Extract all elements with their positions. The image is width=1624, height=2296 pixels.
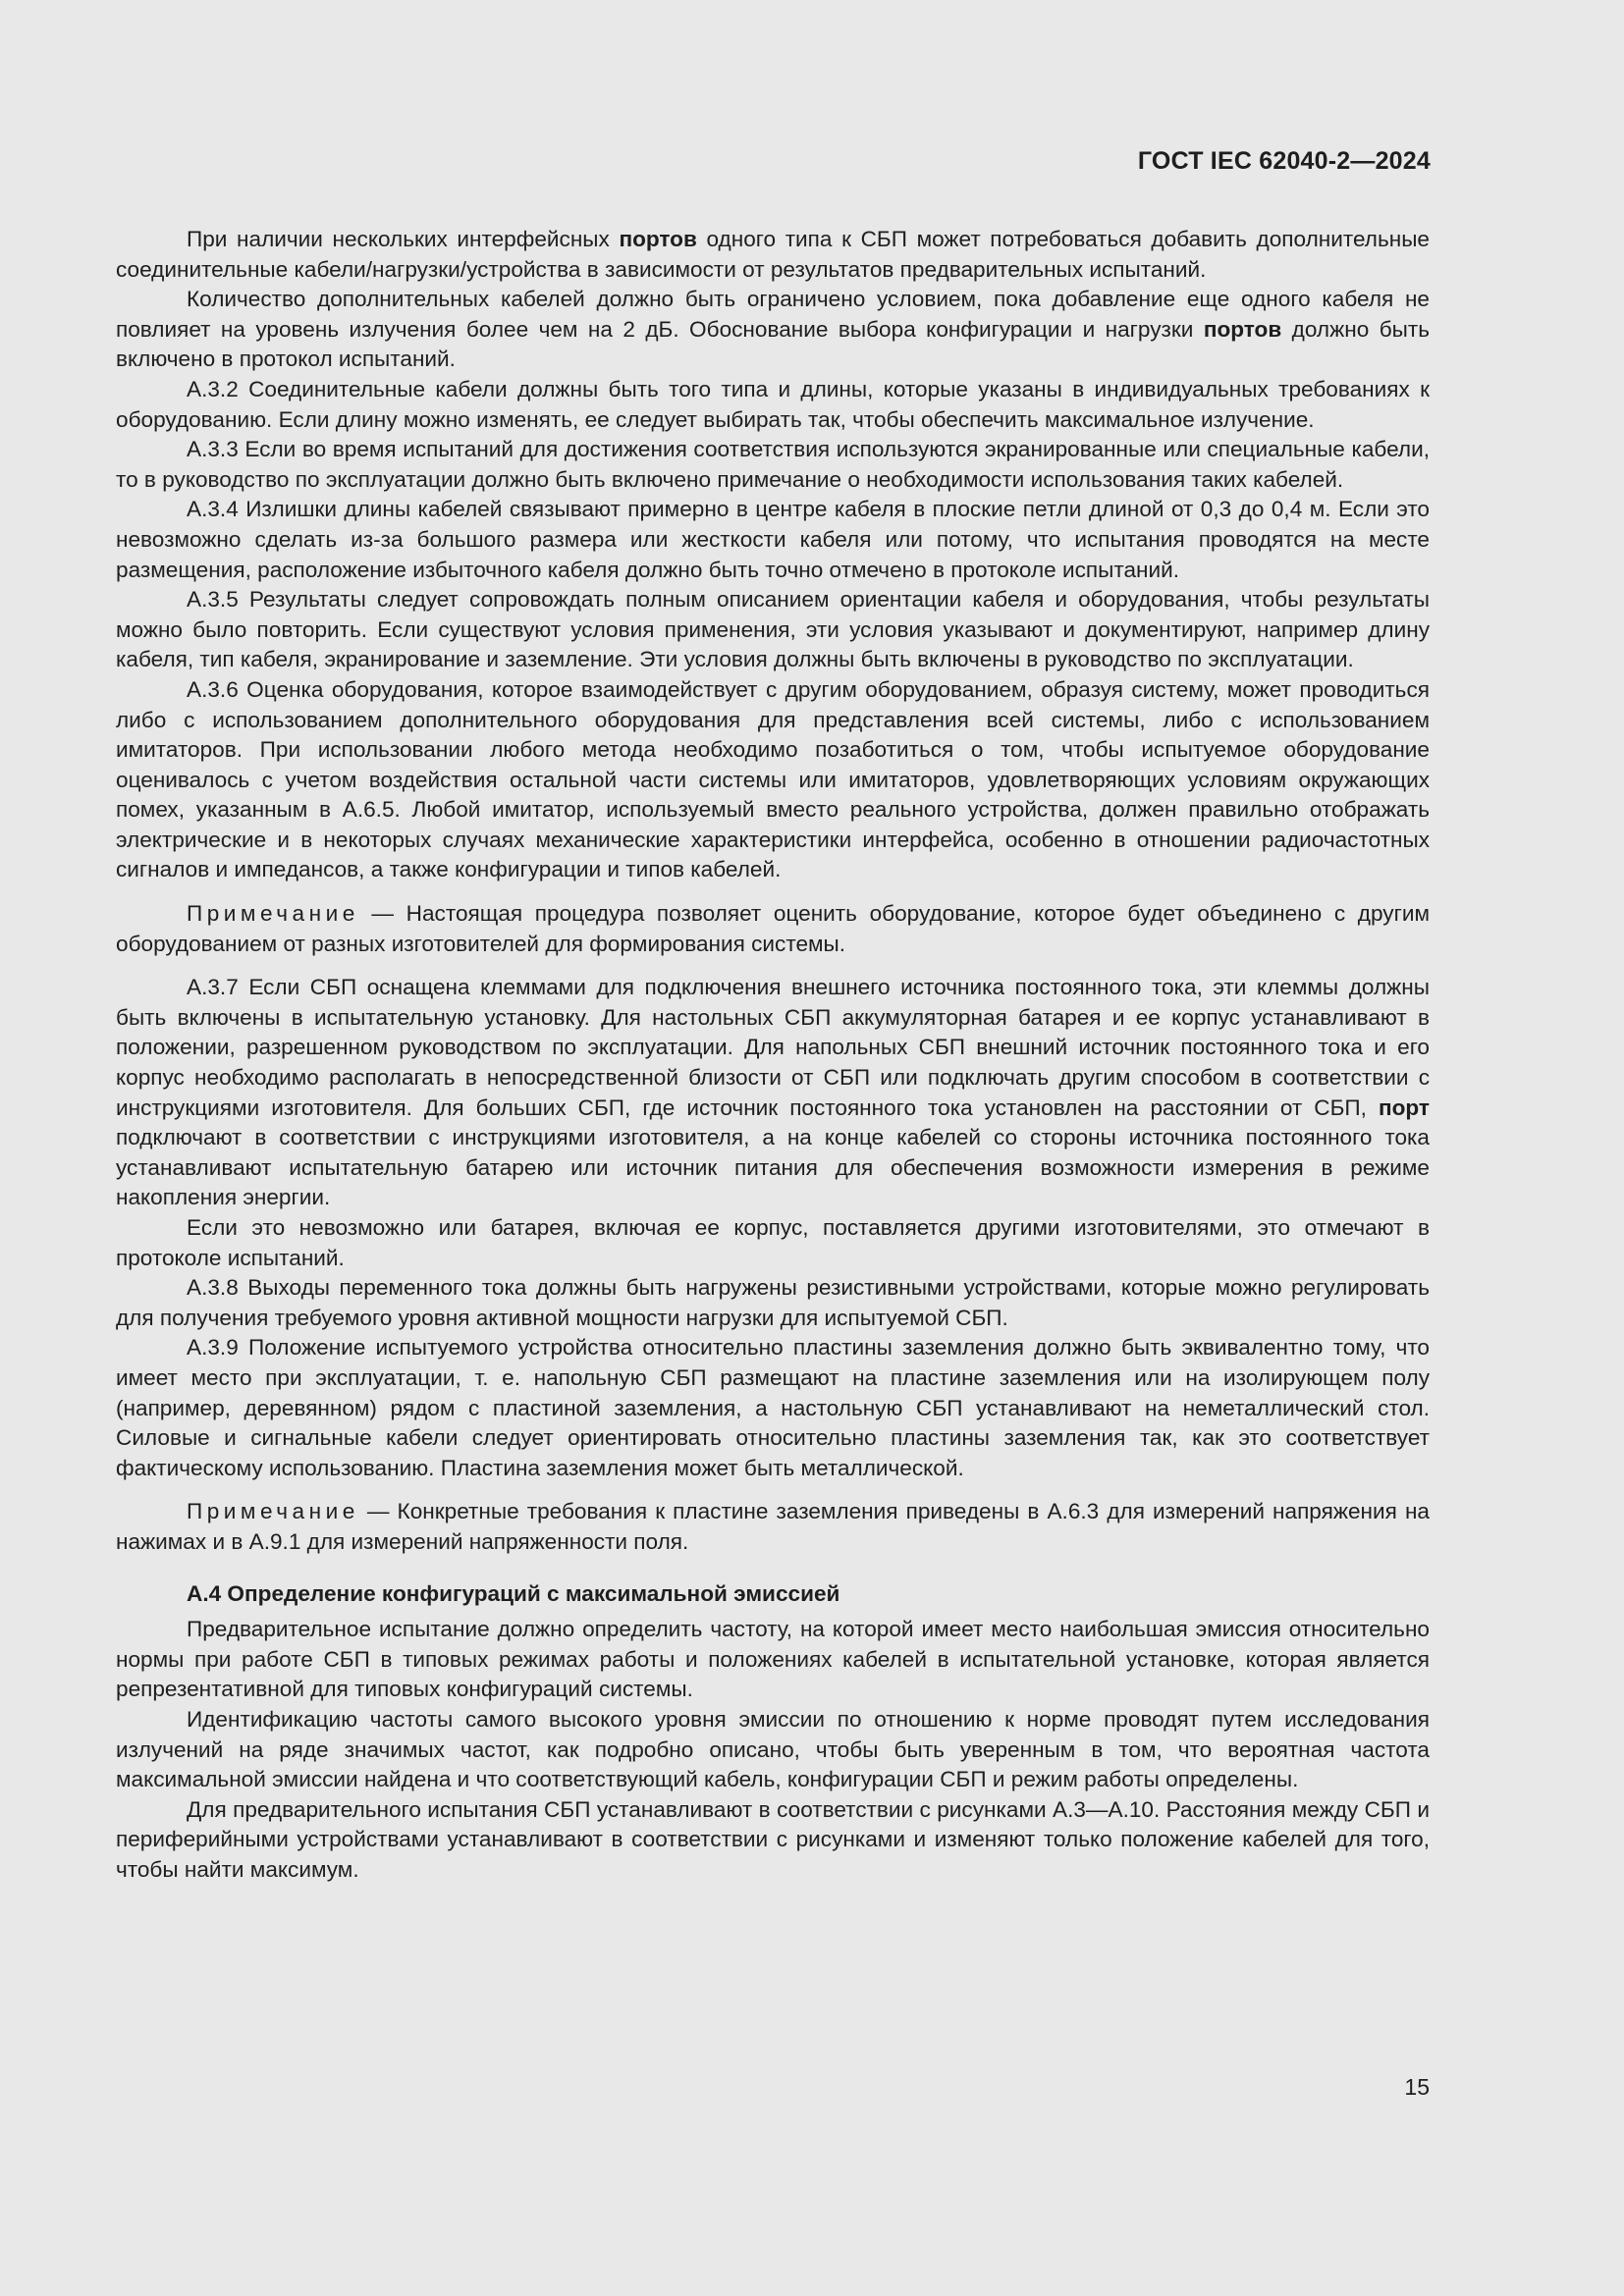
note-ground-plane: Примечание — Конкретные требования к пластине заземления приведены в А.6.3 для измерений напряжения на нажимах и в А.9.1 для измерений напряженности поля. bbox=[116, 1499, 1430, 1554]
clause-a3-7-continuation: Если это невозможно или батарея, включая ее корпус, поставляется другими изготовителями, это отмечают в протоколе испытаний. bbox=[116, 1215, 1430, 1270]
note-label: Примечание bbox=[187, 901, 359, 927]
note-system-procedure: Примечание — Настоящая процедура позволяет оценить оборудование, которое будет объединено с другим оборудованием от разных изготовителей для формирования системы. bbox=[116, 901, 1430, 956]
page-number: 15 bbox=[1404, 2074, 1430, 2100]
section-a4-paragraph-1: Предварительное испытание должно определить частоту, на которой имеет место наибольшая эмиссия относительно нормы при работе СБП в типовых режимах работы и положениях кабелей в испытательной установке, которая является репрезентативной для типовых конфигураций системы. bbox=[116, 1617, 1430, 1702]
clause-a3-4: А.3.4 Излишки длины кабелей связывают примерно в центре кабеля в плоские петли длиной от 0,3 до 0,4 м. Если это невозможно сделать из-за большого размера или жесткости кабеля или потому, что испытания проводятся на месте размещения, расположение избыточного кабеля должно быть точно отмечено в протоколе испытаний. bbox=[116, 497, 1430, 582]
clause-a3-8: А.3.8 Выходы переменного тока должны быть нагружены резистивными устройствами, которые можно регулировать для получения требуемого уровня активной мощности нагрузки для испытуемой СБП. bbox=[116, 1275, 1430, 1330]
clause-a3-7: А.3.7 Если СБП оснащена клеммами для подключения внешнего источника постоянного тока, эти клеммы должны быть включены в испытательную установку. Для настольных СБП аккумуляторная батарея и ее корпус устанавливают в положении, разрешенном руководством по эксплуатации. Для напольных СБП внешний источник постоянного тока и его корпус необходимо располагать в непосредственной близости от СБП или подключать другим способом в соответствии с инструкциями изготовителя. Для больших СБП, где источник постоянного тока установлен на расстоянии от СБП, порт подключают в соответствии с инструкциями изготовителя, а на конце кабелей со стороны источника постоянного тока устанавливают испытательную батарею или источник питания для обеспечения возможности измерения в режиме накопления энергии. bbox=[116, 975, 1430, 1210]
clause-a3-9: А.3.9 Положение испытуемого устройства относительно пластины заземления должно быть эквивалентно тому, что имеет место при эксплуатации, т. е. напольную СБП размещают на пластине заземления или на изолирующем полу (например, деревянном) рядом с пластиной заземления, а настольную СБП устанавливают на неметаллический стол. Силовые и сигнальные кабели следует ориентировать относительно пластины заземления так, как это соответствует фактическому использованию. Пластина заземления может быть металлической. bbox=[116, 1335, 1430, 1480]
section-heading-a4: А.4 Определение конфигураций с максимальной эмиссией bbox=[187, 1580, 840, 1606]
section-a4-paragraph-3: Для предварительного испытания СБП устанавливают в соответствии с рисунками А.3—А.10. Расстояния между СБП и периферийными устройствами устанавливают в соответствии с рисунками и изменяют только положение кабелей для того, чтобы найти максимум. bbox=[116, 1796, 1430, 1882]
clause-a3-3: А.3.3 Если во время испытаний для достижения соответствия используются экранированные или специальные кабели, то в руководство по эксплуатации должно быть включено примечание о необходимости использования таких кабелей. bbox=[116, 437, 1430, 492]
clause-a3-2: А.3.2 Соединительные кабели должны быть того типа и длины, которые указаны в индивидуальных требованиях к оборудованию. Если длину можно изменять, ее следует выбирать так, чтобы обеспечить максимальное излучение. bbox=[116, 376, 1430, 432]
document-id-header: ГОСТ IEC 62040-2—2024 bbox=[1137, 147, 1431, 175]
paragraph-ports-intro: При наличии нескольких интерфейсных портов одного типа к СБП может потребоваться добавить дополнительные соединительные кабели/нагрузки/устройства в зависимости от результатов предварительных испытаний. bbox=[116, 227, 1430, 282]
note-label: Примечание bbox=[187, 1499, 359, 1524]
document-body bbox=[116, 225, 1430, 1885]
section-a4-paragraph-2: Идентификацию частоты самого высокого уровня эмиссии по отношению к норме проводят путем исследования излучений на ряде значимых частот, как подробно описано, чтобы быть уверенным в том, что вероятная частота максимальной эмиссии найдена и что соответствующий кабель, конфигурации СБП и режим работы определены. bbox=[116, 1706, 1430, 1792]
clause-a3-6: А.3.6 Оценка оборудования, которое взаимодействует с другим оборудованием, образуя систему, может проводиться либо с использованием дополнительного оборудования для представления всей системы, либо с использованием имитаторов. При использовании любого метода необходимо позаботиться о том, чтобы испытуемое оборудование оценивалось с учетом воздействия остальной части системы или имитаторов, удовлетворяющих условиям окружающих помех, указанным в А.6.5. Любой имитатор, используемый вместо реального устройства, должен правильно отображать электрические и в некоторых случаях механические характеристики интерфейса, особенно в отношении радиочастотных сигналов и импедансов, а также конфигурации и типов кабелей. bbox=[116, 676, 1430, 882]
clause-a3-5: А.3.5 Результаты следует сопровождать полным описанием ориентации кабеля и оборудования, чтобы результаты можно было повторить. Если существуют условия применения, эти условия указывают и документируют, например длину кабеля, тип кабеля, экранирование и заземление. Эти условия должны быть включены в руководство по эксплуатации. bbox=[116, 587, 1430, 672]
paragraph-additional-cables: Количество дополнительных кабелей должно быть ограничено условием, пока добавление еще одного кабеля не повлияет на уровень излучения более чем на 2 дБ. Обоснование выбора конфигурации и нагрузки портов должно быть включено в протокол испытаний. bbox=[116, 287, 1430, 372]
